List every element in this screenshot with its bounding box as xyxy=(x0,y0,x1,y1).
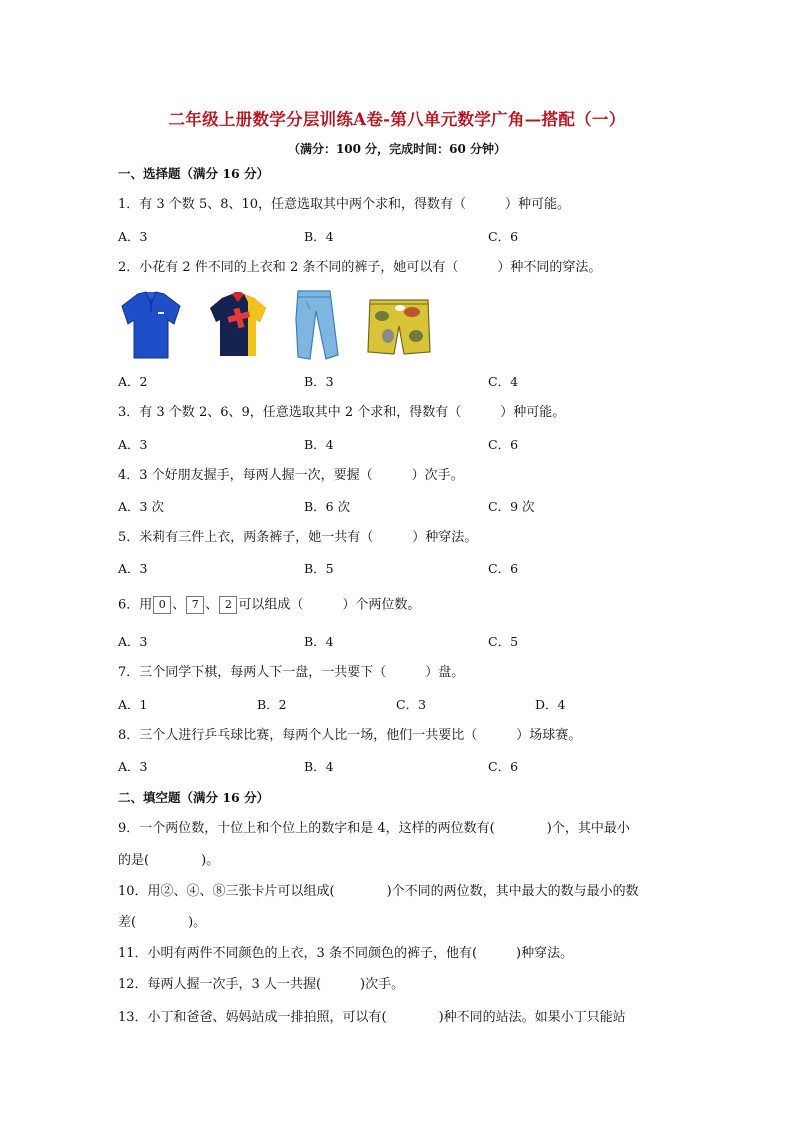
q2-option-a: A．2 xyxy=(118,374,148,389)
page-subtitle: （满分：100 分，完成时间：60 分钟） xyxy=(287,142,507,156)
q3-option-c: C．6 xyxy=(488,437,519,452)
q4-option-a: A．3 次 xyxy=(118,499,164,514)
q7-option-a: A．1 xyxy=(118,697,148,712)
q4-option-c: C．9 次 xyxy=(488,499,535,514)
question-5: 5．米莉有三件上衣，两条裤子，她一共有（ ）种穿法。 xyxy=(118,530,478,545)
navy-yellow-shirt-icon xyxy=(206,292,270,358)
q7-option-d: D．4 xyxy=(535,697,566,712)
question-10-line-2: 差( )。 xyxy=(118,915,207,930)
blue-polo-shirt-icon xyxy=(118,290,184,360)
number-card-2: 2 xyxy=(219,596,237,614)
q7-option-b: B．2 xyxy=(257,697,287,712)
q3-option-b: B．4 xyxy=(304,437,334,452)
q1-option-c: C．6 xyxy=(488,229,519,244)
q6-suffix: 可以组成（ ）个两位数。 xyxy=(238,597,421,613)
q2-option-b: B．3 xyxy=(304,374,334,389)
q6-option-c: C．5 xyxy=(488,634,519,649)
q1-option-b: B．4 xyxy=(304,229,334,244)
q5-option-b: B．5 xyxy=(304,561,334,576)
blue-jeans-icon xyxy=(292,289,340,361)
number-card-7: 7 xyxy=(186,596,204,614)
section-heading-fill: 二、填空题（满分 16 分） xyxy=(118,790,270,805)
q1-option-a: A．3 xyxy=(118,229,148,244)
question-8: 8．三个人进行乒乓球比赛，每两个人比一场，他们一共要比（ ）场球赛。 xyxy=(118,728,582,743)
q8-option-a: A．3 xyxy=(118,759,148,774)
q5-option-c: C．6 xyxy=(488,561,519,576)
question-4: 4．3 个好朋友握手，每两人握一次，要握（ ）次手。 xyxy=(118,468,464,483)
question-11: 11．小明有两件不同颜色的上衣，3 条不同颜色的裤子，他有( )种穿法。 xyxy=(118,946,574,961)
question-1: 1．有 3 个数 5、8、10，任意选取其中两个求和，得数有（ ）种可能。 xyxy=(118,197,571,212)
q2-option-c: C．4 xyxy=(488,374,519,389)
q3-option-a: A．3 xyxy=(118,437,148,452)
q7-option-c: C．3 xyxy=(396,697,427,712)
camo-shorts-icon xyxy=(366,296,432,358)
question-9-line-1: 9．一个两位数，十位上和个位上的数字和是 4，这样的两位数有( )个，其中最小 xyxy=(118,821,630,836)
question-7: 7．三个同学下棋，每两人下一盘，一共要下（ ）盘。 xyxy=(118,665,465,680)
page-title: 二年级上册数学分层训练A卷-第八单元数学广角—搭配（一） xyxy=(168,110,626,129)
question-13: 13．小丁和爸爸、妈妈站成一排拍照，可以有( )种不同的站法。如果小丁只能站 xyxy=(118,1010,626,1025)
section-heading-choice: 一、选择题（满分 16 分） xyxy=(118,166,270,181)
question-10-line-1: 10．用②、④、⑧三张卡片可以组成( )个不同的两位数，其中最大的数与最小的数 xyxy=(118,884,639,899)
q6-option-a: A．3 xyxy=(118,634,148,649)
q6-prefix: 6．用 xyxy=(118,597,153,613)
number-card-0: 0 xyxy=(153,596,171,614)
q6-option-b: B．4 xyxy=(304,634,334,649)
question-12: 12．每两人握一次手，3 人一共握( )次手。 xyxy=(118,977,405,992)
question-3: 3．有 3 个数 2、6、9，任意选取其中 2 个求和，得数有（ ）种可能。 xyxy=(118,405,566,420)
question-6: 6．用 0 、 7 、 2 可以组成（ ）个两位数。 xyxy=(118,597,421,613)
q5-option-a: A．3 xyxy=(118,561,148,576)
question-2: 2．小花有 2 件不同的上衣和 2 条不同的裤子，她可以有（ ）种不同的穿法。 xyxy=(118,260,602,275)
q8-option-b: B．4 xyxy=(304,759,334,774)
q4-option-b: B．6 次 xyxy=(304,499,351,514)
q8-option-c: C．6 xyxy=(488,759,519,774)
question-9-line-2: 的是( )。 xyxy=(118,853,220,868)
